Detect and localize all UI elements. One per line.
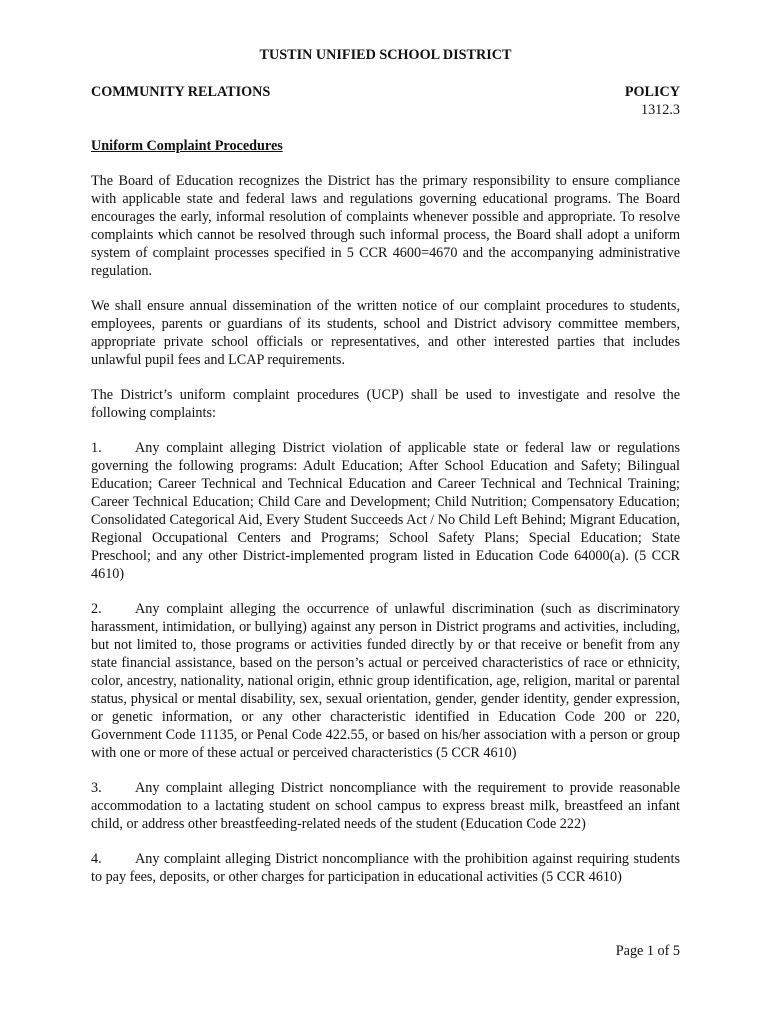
- paragraph-ucp-scope: The District’s uniform complaint procedures (UCP) shall be used to investigate and resolve the following complaints:: [91, 387, 680, 421]
- paragraph-annual-dissemination: We shall ensure annual dissemination of the written notice of our complaint procedures to students, employees, parents or guardians of its students, school and District advisory committee members, appropriate private school officials or representatives, and other interested parties that includes unlawful pupil fees and LCAP requirements.: [91, 298, 680, 368]
- policy-header: [91, 83, 680, 119]
- list-item-number: 1.: [91, 440, 102, 456]
- policy-id: [625, 83, 680, 119]
- policy-number: 1312.3: [640, 102, 680, 118]
- policy-label: POLICY: [624, 84, 680, 100]
- list-item-text: Any complaint alleging District noncompliance with the requirement to provide reasonable accommodation to a lactating student on school campus to express breast milk, breastfeed an infant child, or address other breastfeeding-related needs of the student (Education Code 222): [91, 780, 680, 832]
- list-item-text: Any complaint alleging District noncompliance with the prohibition against requiring students to pay fees, deposits, or other charges for participation in educational activities (5 CCR 4610): [91, 851, 680, 885]
- list-item-number: 4.: [91, 851, 102, 867]
- page-number: Page 1 of 5: [615, 943, 680, 959]
- list-item-number: 2.: [91, 601, 102, 617]
- department-label: COMMUNITY RELATIONS: [91, 84, 271, 100]
- list-item-text: Any complaint alleging District violation of applicable state or federal law or regulations governing the following programs: Adult Education; After School Education and Safety; Bilingual Education; Career Technical and Technical Education and Career Technical and Technical Training; Career Technical Education; Child Care and Development; Child Nutrition; Compensatory Education; Consolidated Categorical Aid, Every Student Succeeds Act / No Child Left Behind; Migrant Education, Regional Occupational Centers and Programs; School Safety Plans; Special Education; State Preschool; and any other District-implemented program listed in Education Code 64000(a). (5 CCR 4610): [91, 440, 680, 582]
- list-item: [91, 850, 680, 886]
- paragraph-board-responsibility: The Board of Education recognizes the District has the primary responsibility to ensure compliance with applicable state and federal laws and regulations governing educational programs. The Board encourages the early, informal resolution of complaints whenever possible and appropriate. To resolve complaints which cannot be resolved through such informal process, the Board shall adopt a uniform system of complaint processes specified in 5 CCR 4600=4670 and the accompanying administrative regulation.: [91, 173, 680, 279]
- list-item-number: 3.: [91, 780, 102, 796]
- district-title: TUSTIN UNIFIED SCHOOL DISTRICT: [259, 47, 512, 63]
- list-item-text: Any complaint alleging the occurrence of unlawful discrimination (such as discriminatory harassment, intimidation, or bullying) against any person in District programs and activities, including, but not limited to, those programs or activities funded directly by or that receive or benefit from any state financial assistance, based on the person’s actual or perceived characteristics of race or ethnicity, color, ancestry, nationality, national origin, ethnic group identification, age, religion, marital or parental status, physical or mental disability, sex, sexual orientation, gender, gender identity, gender expression, or genetic information, or any other characteristic identified in Education Code 200 or 220, Government Code 11135, or Penal Code 422.55, or based on his/her association with a person or group with one or more of these actual or perceived characteristics (5 CCR 4610): [91, 601, 680, 761]
- list-item: [91, 439, 680, 583]
- section-title: Uniform Complaint Procedures: [91, 138, 283, 154]
- document-page: [91, 46, 680, 886]
- list-item: [91, 600, 680, 762]
- list-item: [91, 779, 680, 833]
